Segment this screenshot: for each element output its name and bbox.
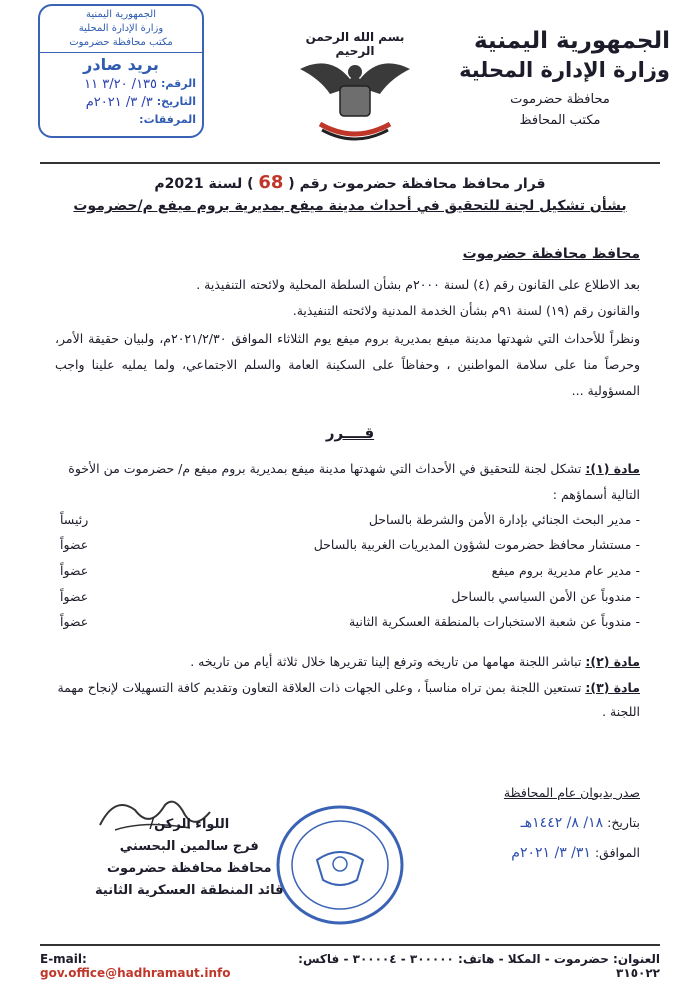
article-3 — [52, 676, 640, 724]
office-name: مكتب المحافظ — [519, 113, 601, 128]
member-name: - مدير البحث الجنائي بإدارة الأمن والشرطة بالساحل — [368, 512, 640, 527]
article-text: تباشر اللجنة مهامها من تاريخه وترفع إلينا تقريرها خلال ثلاثة أيام من تاريخه . — [190, 654, 582, 669]
article-text: تشكل لجنة للتحقيق في الأحداث التي شهدتها مدينة ميفع بمديرية بروم ميفع م/ حضرموت من الأخوة التالية أسماؤهم : — [68, 461, 640, 502]
member-role: عضواً — [60, 563, 89, 578]
stamp-date-value: ٣/ ٣/ ٢٠٢١م — [85, 95, 153, 110]
member-role: رئيساً — [60, 512, 89, 527]
stamp-line: مكتب محافظة حضرموت — [69, 37, 173, 48]
member-row — [60, 614, 640, 638]
republic-name: الجمهورية اليمنية — [473, 28, 670, 54]
stamp-number-value: ١٣٥/ ٣/٢٠ ١١ — [84, 77, 158, 92]
hijri-date-label: بتاريخ: — [607, 815, 640, 830]
official-seal-icon — [265, 800, 415, 930]
article-label: مادة (١): — [585, 461, 640, 476]
outgoing-mail-stamp — [38, 4, 204, 138]
footer — [40, 952, 660, 980]
article-label: مادة (٣): — [585, 680, 640, 695]
signer-title: قائد المنطقة العسكرية الثانية — [95, 883, 284, 898]
article-1 — [52, 456, 640, 508]
member-name: - مدير عام مديرية بروم ميفع — [491, 563, 640, 578]
email-label: E-mail: — [40, 952, 87, 966]
stamp-attachments-label: المرفقات: — [139, 113, 196, 126]
decision-number: 68 — [258, 172, 284, 193]
gregorian-date-label: الموافق: — [594, 845, 640, 860]
email-link[interactable]: gov.office@hadhramaut.info — [40, 966, 231, 980]
signer-rank: اللواء الركن/ — [149, 817, 230, 832]
preamble-paragraph: ونظراً للأحداث التي شهدتها مدينة ميفع بمديرية بروم ميفع يوم الثلاثاء الموافق ٢٠٢١/٢/٣٠م، ولبيان حقيقة الأمر، وحرصاً منا على سلامة المواطنين ، وحفاظاً على السكينة العامة والسلم الاجتماعي، ولما يمليه علينا واجب المسؤولية ... — [55, 331, 640, 398]
signer-name: فرج سالمين البحسني — [119, 839, 259, 854]
preamble-paragraph: والقانون رقم (١٩) لسنة ٩١م بشأن الخدمة المدنية ولائحته التنفيذية. — [292, 303, 640, 318]
member-role: عضواً — [60, 589, 89, 604]
title-prefix: قرار محافظ محافظة حضرموت رقم ( — [288, 176, 546, 192]
hijri-date-value: ١٨/ ٨/ ١٤٤٢هـ — [520, 815, 604, 831]
addressee: محافظ محافظة حضرموت — [462, 246, 640, 262]
member-row — [60, 563, 640, 587]
letterhead — [450, 28, 670, 128]
decision-title — [60, 172, 640, 193]
article-2 — [52, 650, 640, 674]
gregorian-date-value: ٣١/ ٣/ ٢٠٢١م — [511, 845, 591, 861]
preamble-paragraph: بعد الاطلاع على القانون رقم (٤) لسنة ٢٠٠٠م بشأن السلطة المحلية ولائحته التنفيذية . — [196, 277, 640, 292]
stamp-number-label: الرقم: — [161, 77, 196, 90]
member-row — [60, 537, 640, 561]
signer-title: محافظ محافظة حضرموت — [106, 861, 272, 876]
signer-block — [95, 814, 284, 902]
stamp-line: الجمهورية اليمنية — [85, 9, 156, 20]
member-role: عضواً — [60, 614, 89, 629]
stamp-date-label: التاريخ: — [156, 95, 196, 108]
article-text: تستعين اللجنة بمن تراه مناسباً ، وعلى الجهات ذات العلاقة التعاون وتقديم كافة التسهيلات لإنجاح مهمة اللجنة . — [57, 680, 640, 719]
member-row — [60, 589, 640, 613]
title-suffix: ) لسنة 2021م — [154, 176, 254, 192]
member-row — [60, 512, 640, 536]
stamp-line: وزارة الإدارة المحلية — [78, 23, 164, 34]
issued-block — [504, 778, 640, 868]
decision-subject: بشأن تشكيل لجنة للتحقيق في أحداث مدينة ميفع بمديرية بروم ميفع م/حضرموت — [73, 198, 627, 214]
footer-divider — [40, 944, 660, 946]
member-name: - مندوباً عن الأمن السياسي بالساحل — [451, 589, 640, 604]
article-label: مادة (٢): — [585, 654, 640, 669]
header-divider — [40, 162, 660, 164]
basmala: بسم الله الرحمن الرحيم — [305, 30, 405, 58]
decree-heading: قــــرر — [325, 424, 375, 442]
member-name: - مستشار محافظ حضرموت لشؤون المديريات الغربية بالساحل — [313, 537, 640, 552]
member-role: عضواً — [60, 537, 89, 552]
footer-address: العنوان: حضرموت - المكلا - هاتف: ٣٠٠٠٠٠ - ٣٠٠٠٠٤ - فاكس: ٣١٥٠٢٢ — [298, 952, 660, 980]
eagle-emblem-icon — [290, 24, 420, 154]
issued-line: صدر بديوان عام المحافظة — [503, 785, 640, 800]
member-name: - مندوباً عن شعبة الاستخبارات بالمنطقة العسكرية الثانية — [348, 614, 640, 629]
ministry-name: وزارة الإدارة المحلية — [459, 58, 670, 82]
governorate-name: محافظة حضرموت — [510, 92, 610, 107]
stamp-title: بريد صادر — [40, 52, 202, 74]
